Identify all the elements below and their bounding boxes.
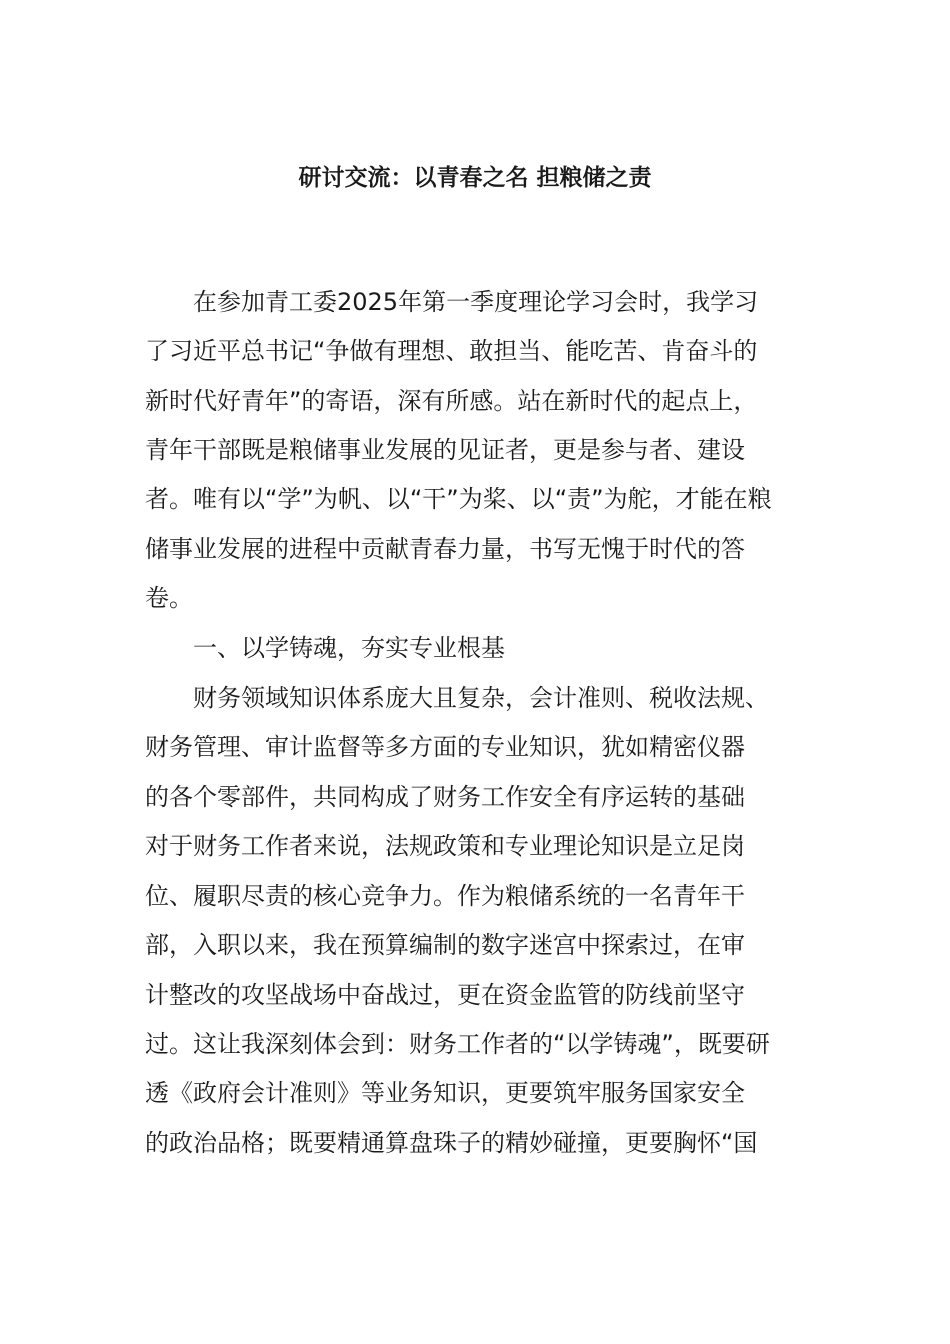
paragraph-line: 的政治品格；既要精通算盘珠子的精妙碰撞，更要胸怀“国 [145,1129,758,1157]
paragraph-line: 储事业发展的进程中贡献青春力量，书写无愧于时代的答 [145,535,745,563]
section-heading: 一、以学铸魂，夯实专业根基 [145,634,505,662]
paragraph-line: 对于财务工作者来说，法规政策和专业理论知识是立足岗 [145,832,745,860]
paragraph-line: 者。唯有以“学”为帆、以“干”为桨、以“责”为舵，才能在粮 [145,485,772,513]
paragraph-line: 位、履职尽责的核心竞争力。作为粮储系统的一名青年干 [145,882,745,910]
paragraph-line: 在参加青工委2025年第一季度理论学习会时，我学习 [145,288,759,316]
paragraph-line: 了习近平总书记“争做有理想、敢担当、能吃苦、肯奋斗的 [145,337,758,365]
paragraph-line: 财务管理、审计监督等多方面的专业知识，犹如精密仪器 [145,733,745,761]
paragraph-line: 过。这让我深刻体会到：财务工作者的“以学铸魂”，既要研 [145,1030,770,1058]
paragraph-line: 卷。 [145,584,193,612]
paragraph-line: 部，入职以来，我在预算编制的数字迷宫中探索过，在审 [145,931,745,959]
paragraph-line: 财务领域知识体系庞大且复杂，会计准则、税收法规、 [145,684,769,712]
paragraph-line: 透《政府会计准则》等业务知识，更要筑牢服务国家安全 [145,1079,745,1107]
paragraph-line: 的各个零部件，共同构成了财务工作安全有序运转的基础 [145,783,745,811]
paragraph-line: 新时代好青年”的寄语，深有所感。站在新时代的起点上， [145,387,758,415]
paragraph-line: 青年干部既是粮储事业发展的见证者，更是参与者、建设 [145,436,745,464]
document-title: 研讨交流：以青春之名 担粮储之责 [298,165,652,191]
paragraph-line: 计整改的攻坚战场中奋战过，更在资金监管的防线前坚守 [145,981,745,1009]
